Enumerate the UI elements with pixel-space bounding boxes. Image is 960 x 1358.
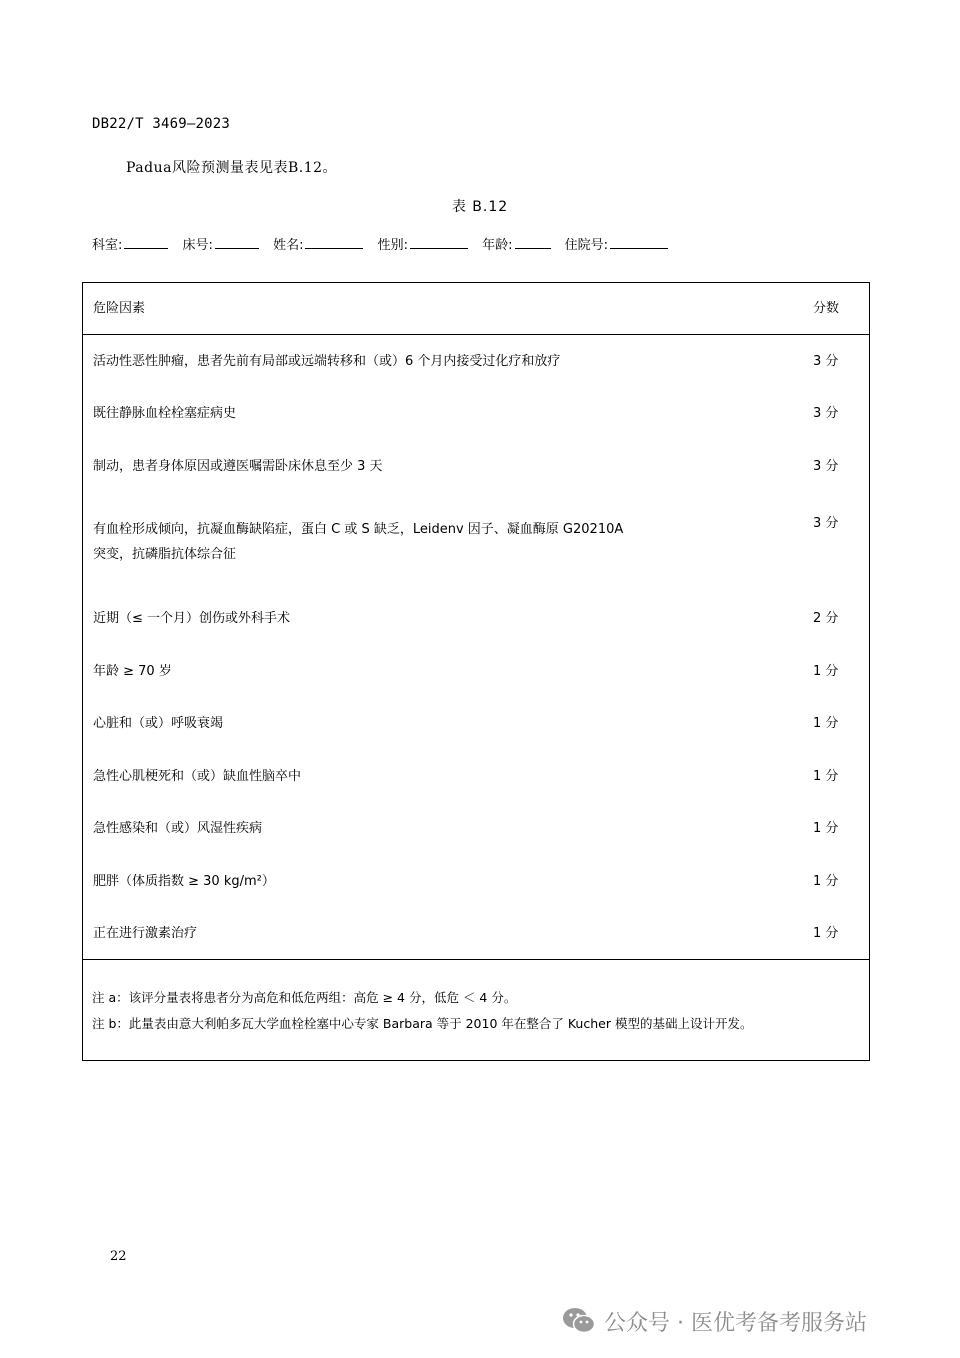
risk-score: 1 分	[813, 664, 839, 679]
table-notes	[83, 959, 869, 1060]
risk-factor: 近期（≤ 一个月）创伤或外科手术	[93, 611, 291, 626]
intro-paragraph: Padua风险预测量表见表B.12。	[126, 160, 338, 176]
field-age	[482, 234, 550, 253]
risk-score: 1 分	[813, 926, 839, 941]
risk-score: 1 分	[813, 821, 839, 836]
risk-score: 1 分	[813, 716, 839, 731]
risk-factor: 急性心肌梗死和（或）缺血性脑卒中	[93, 769, 302, 784]
risk-score: 3 分	[813, 459, 839, 474]
risk-factor: 肥胖（体质指数 ≥ 30 kg/m²）	[93, 874, 275, 889]
risk-score: 1 分	[813, 874, 839, 889]
field-blank	[215, 236, 259, 249]
field-blank	[305, 236, 363, 249]
field-gender	[378, 234, 468, 253]
field-blank	[515, 236, 551, 249]
risk-factor: 年龄 ≥ 70 岁	[93, 664, 172, 679]
risk-score: 3 分	[813, 406, 839, 421]
padua-risk-table	[82, 282, 870, 1061]
wechat-icon	[562, 1306, 596, 1336]
risk-score: 2 分	[813, 611, 839, 626]
risk-factor: 制动，患者身体原因或遵医嘱需卧床休息至少 3 天	[93, 459, 383, 474]
field-label: 科室:	[92, 238, 123, 253]
note-b: 注 b：此量表由意大利帕多瓦大学血栓栓塞中心专家 Barbara 等于 2010 年在整合了 Kucher 模型的基础上设计开发。	[92, 1016, 753, 1031]
field-label: 姓名:	[273, 238, 304, 253]
document-code: DB22/T 3469—2023	[92, 116, 231, 132]
field-label: 住院号:	[564, 238, 609, 253]
field-department	[92, 234, 168, 253]
watermark	[562, 1303, 867, 1339]
risk-factor: 急性感染和（或）风湿性疾病	[93, 821, 263, 836]
watermark-text: 公众号 · 医优考备考服务站	[604, 1310, 867, 1336]
field-blank	[410, 236, 468, 249]
field-blank	[610, 236, 668, 249]
table-header	[83, 283, 869, 335]
header-risk-factor: 危险因素	[93, 301, 146, 316]
note-a: 注 a：该评分量表将患者分为高危和低危两组：高危 ≥ 4 分，低危 ＜ 4 分。	[92, 990, 517, 1005]
risk-factor-line-1: 有血栓形成倾向，抗凝血酶缺陷症，蛋白 C 或 S 缺乏，Leidenv 因子、凝血酶原 G20210A	[93, 522, 624, 537]
risk-score: 3 分	[813, 354, 839, 369]
risk-factor: 活动性恶性肿瘤，患者先前有局部或远端转移和（或）6 个月内接受过化疗和放疗	[93, 354, 561, 369]
risk-factor-line-2: 突变，抗磷脂抗体综合征	[93, 547, 237, 562]
field-admission-number	[565, 234, 668, 253]
risk-score: 3 分	[813, 516, 839, 531]
page-number: 22	[110, 1249, 127, 1264]
risk-factor: 既往静脉血栓栓塞症病史	[93, 406, 237, 421]
risk-factor: 正在进行激素治疗	[93, 926, 198, 941]
field-name	[273, 234, 363, 253]
risk-score: 1 分	[813, 769, 839, 784]
field-bed-number	[183, 234, 259, 253]
header-score: 分数	[813, 301, 840, 316]
patient-info-line	[92, 234, 678, 253]
risk-factor: 心脏和（或）呼吸衰竭	[93, 716, 224, 731]
field-label: 床号:	[182, 238, 213, 253]
field-blank	[124, 236, 168, 249]
table-title: 表 B.12	[451, 199, 509, 215]
field-label: 年龄:	[482, 238, 513, 253]
field-label: 性别:	[377, 238, 408, 253]
